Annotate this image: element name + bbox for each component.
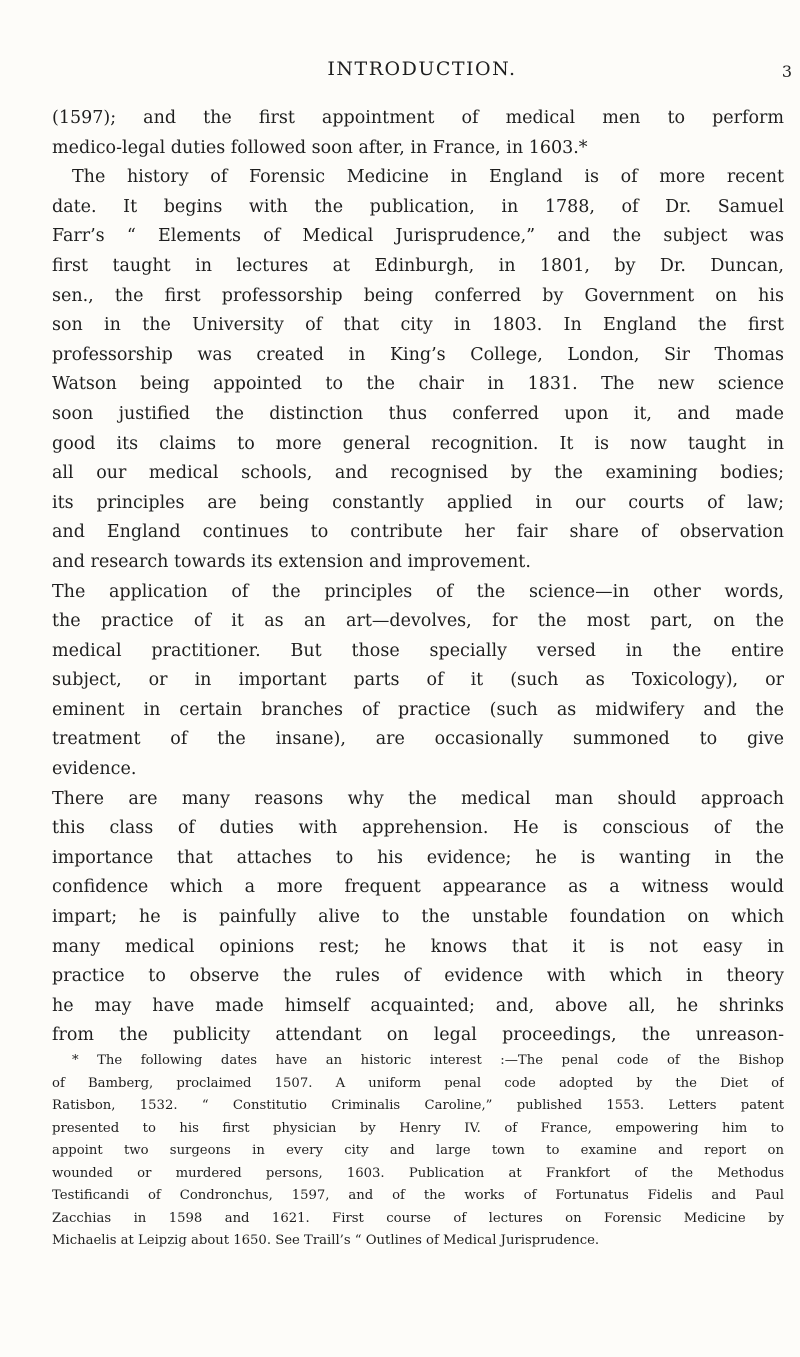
- text-line: son in the University of that city in 1803. In England the first: [52, 315, 784, 336]
- text-line: practice to observe the rules of evidence with which in theory: [52, 966, 784, 987]
- text-line: The application of the principles of the science—in other words,: [52, 581, 784, 602]
- running-title: INTRODUCTION.: [327, 58, 517, 80]
- footnote-line: * The following dates have an historic interest :—The penal code of the Bishop: [72, 1053, 784, 1068]
- footnote-line: presented to his first physician by Henry IV. of France, empowering him to: [52, 1120, 784, 1136]
- text-line: There are many reasons why the medical man should approach: [52, 788, 784, 809]
- text-line: (1597); and the first appointment of medical men to perform: [52, 108, 784, 128]
- text-line: importance that attaches to his evidence; he is wanting in the: [52, 847, 784, 868]
- text-line: subject, or in important parts of it (such as Toxicology), or: [52, 670, 784, 691]
- text-line: soon justified the distinction thus conferred upon it, and made: [52, 403, 784, 424]
- text-line: from the publicity attendant on legal proceedings, the unreason-: [52, 1025, 784, 1046]
- text-line: eminent in certain branches of practice (such as midwifery and the: [52, 699, 784, 720]
- text-line: its principles are being constantly applied in our courts of law;: [52, 492, 784, 513]
- text-line: sen., the first professorship being conferred by Government on his: [52, 285, 784, 306]
- text-line: impart; he is painfully alive to the unstable foundation on which: [52, 907, 784, 928]
- text-line: Watson being appointed to the chair in 1831. The new science: [52, 374, 784, 395]
- footnote-line: Testificandi of Condronchus, 1597, and of the works of Fortunatus Fidelis and Paul: [52, 1188, 784, 1203]
- text-line: he may have made himself acquainted; and, above all, he shrinks: [52, 995, 784, 1016]
- text-line: The history of Forensic Medicine in England is of more recent: [72, 167, 784, 188]
- text-line: professorship was created in King’s College, London, Sir Thomas: [52, 344, 784, 365]
- footnote: [52, 1050, 784, 1253]
- text-line: treatment of the insane), are occasionally summoned to give: [52, 729, 784, 750]
- footnote-line: Michaelis at Leipzig about 1650. See Traill’s “ Outlines of Medical Jurisprudence.: [52, 1233, 600, 1248]
- text-line: good its claims to more general recognition. It is now taught in: [52, 433, 784, 454]
- text-line: Farr’s “ Elements of Medical Jurisprudence,” and the subject was: [52, 226, 784, 247]
- footnote-line: Ratisbon, 1532. “ Constitutio Criminalis Caroline,” published 1553. Letters patent: [52, 1098, 784, 1113]
- text-line: many medical opinions rest; he knows that it is not easy in: [52, 936, 784, 957]
- footnote-line: appoint two surgeons in every city and large town to examine and report on: [52, 1143, 784, 1158]
- text-line: medical practitioner. But those specially versed in the entire: [52, 640, 784, 661]
- text-line: date. It begins with the publication, in 1788, of Dr. Samuel: [52, 196, 784, 217]
- text-line: all our medical schools, and recognised by the examining bodies;: [52, 463, 784, 484]
- footnote-line: Zacchias in 1598 and 1621. First course of lectures on Forensic Medicine by: [52, 1210, 784, 1226]
- page-number: 3: [781, 62, 792, 81]
- text-line: first taught in lectures at Edinburgh, in 1801, by Dr. Duncan,: [52, 255, 784, 276]
- text-line: confidence which a more frequent appearance as a witness would: [52, 877, 784, 898]
- text-line: medico-legal duties followed soon after, in France, in 1603.*: [52, 137, 588, 158]
- text-line: evidence.: [52, 759, 137, 780]
- footnote-line: of Bamberg, proclaimed 1507. A uniform penal code adopted by the Diet of: [52, 1075, 784, 1091]
- text-line: the practice of it as an art—devolves, for the most part, on the: [52, 611, 784, 632]
- text-line: this class of duties with apprehension. He is conscious of the: [52, 818, 784, 839]
- footnote-line: wounded or murdered persons, 1603. Publication at Frankfort of the Methodus: [52, 1165, 784, 1181]
- text-line: and England continues to contribute her fair share of observation: [52, 522, 784, 543]
- running-header: [52, 58, 792, 88]
- text-line: and research towards its extension and improvement.: [52, 551, 531, 572]
- body-text: [52, 104, 784, 1051]
